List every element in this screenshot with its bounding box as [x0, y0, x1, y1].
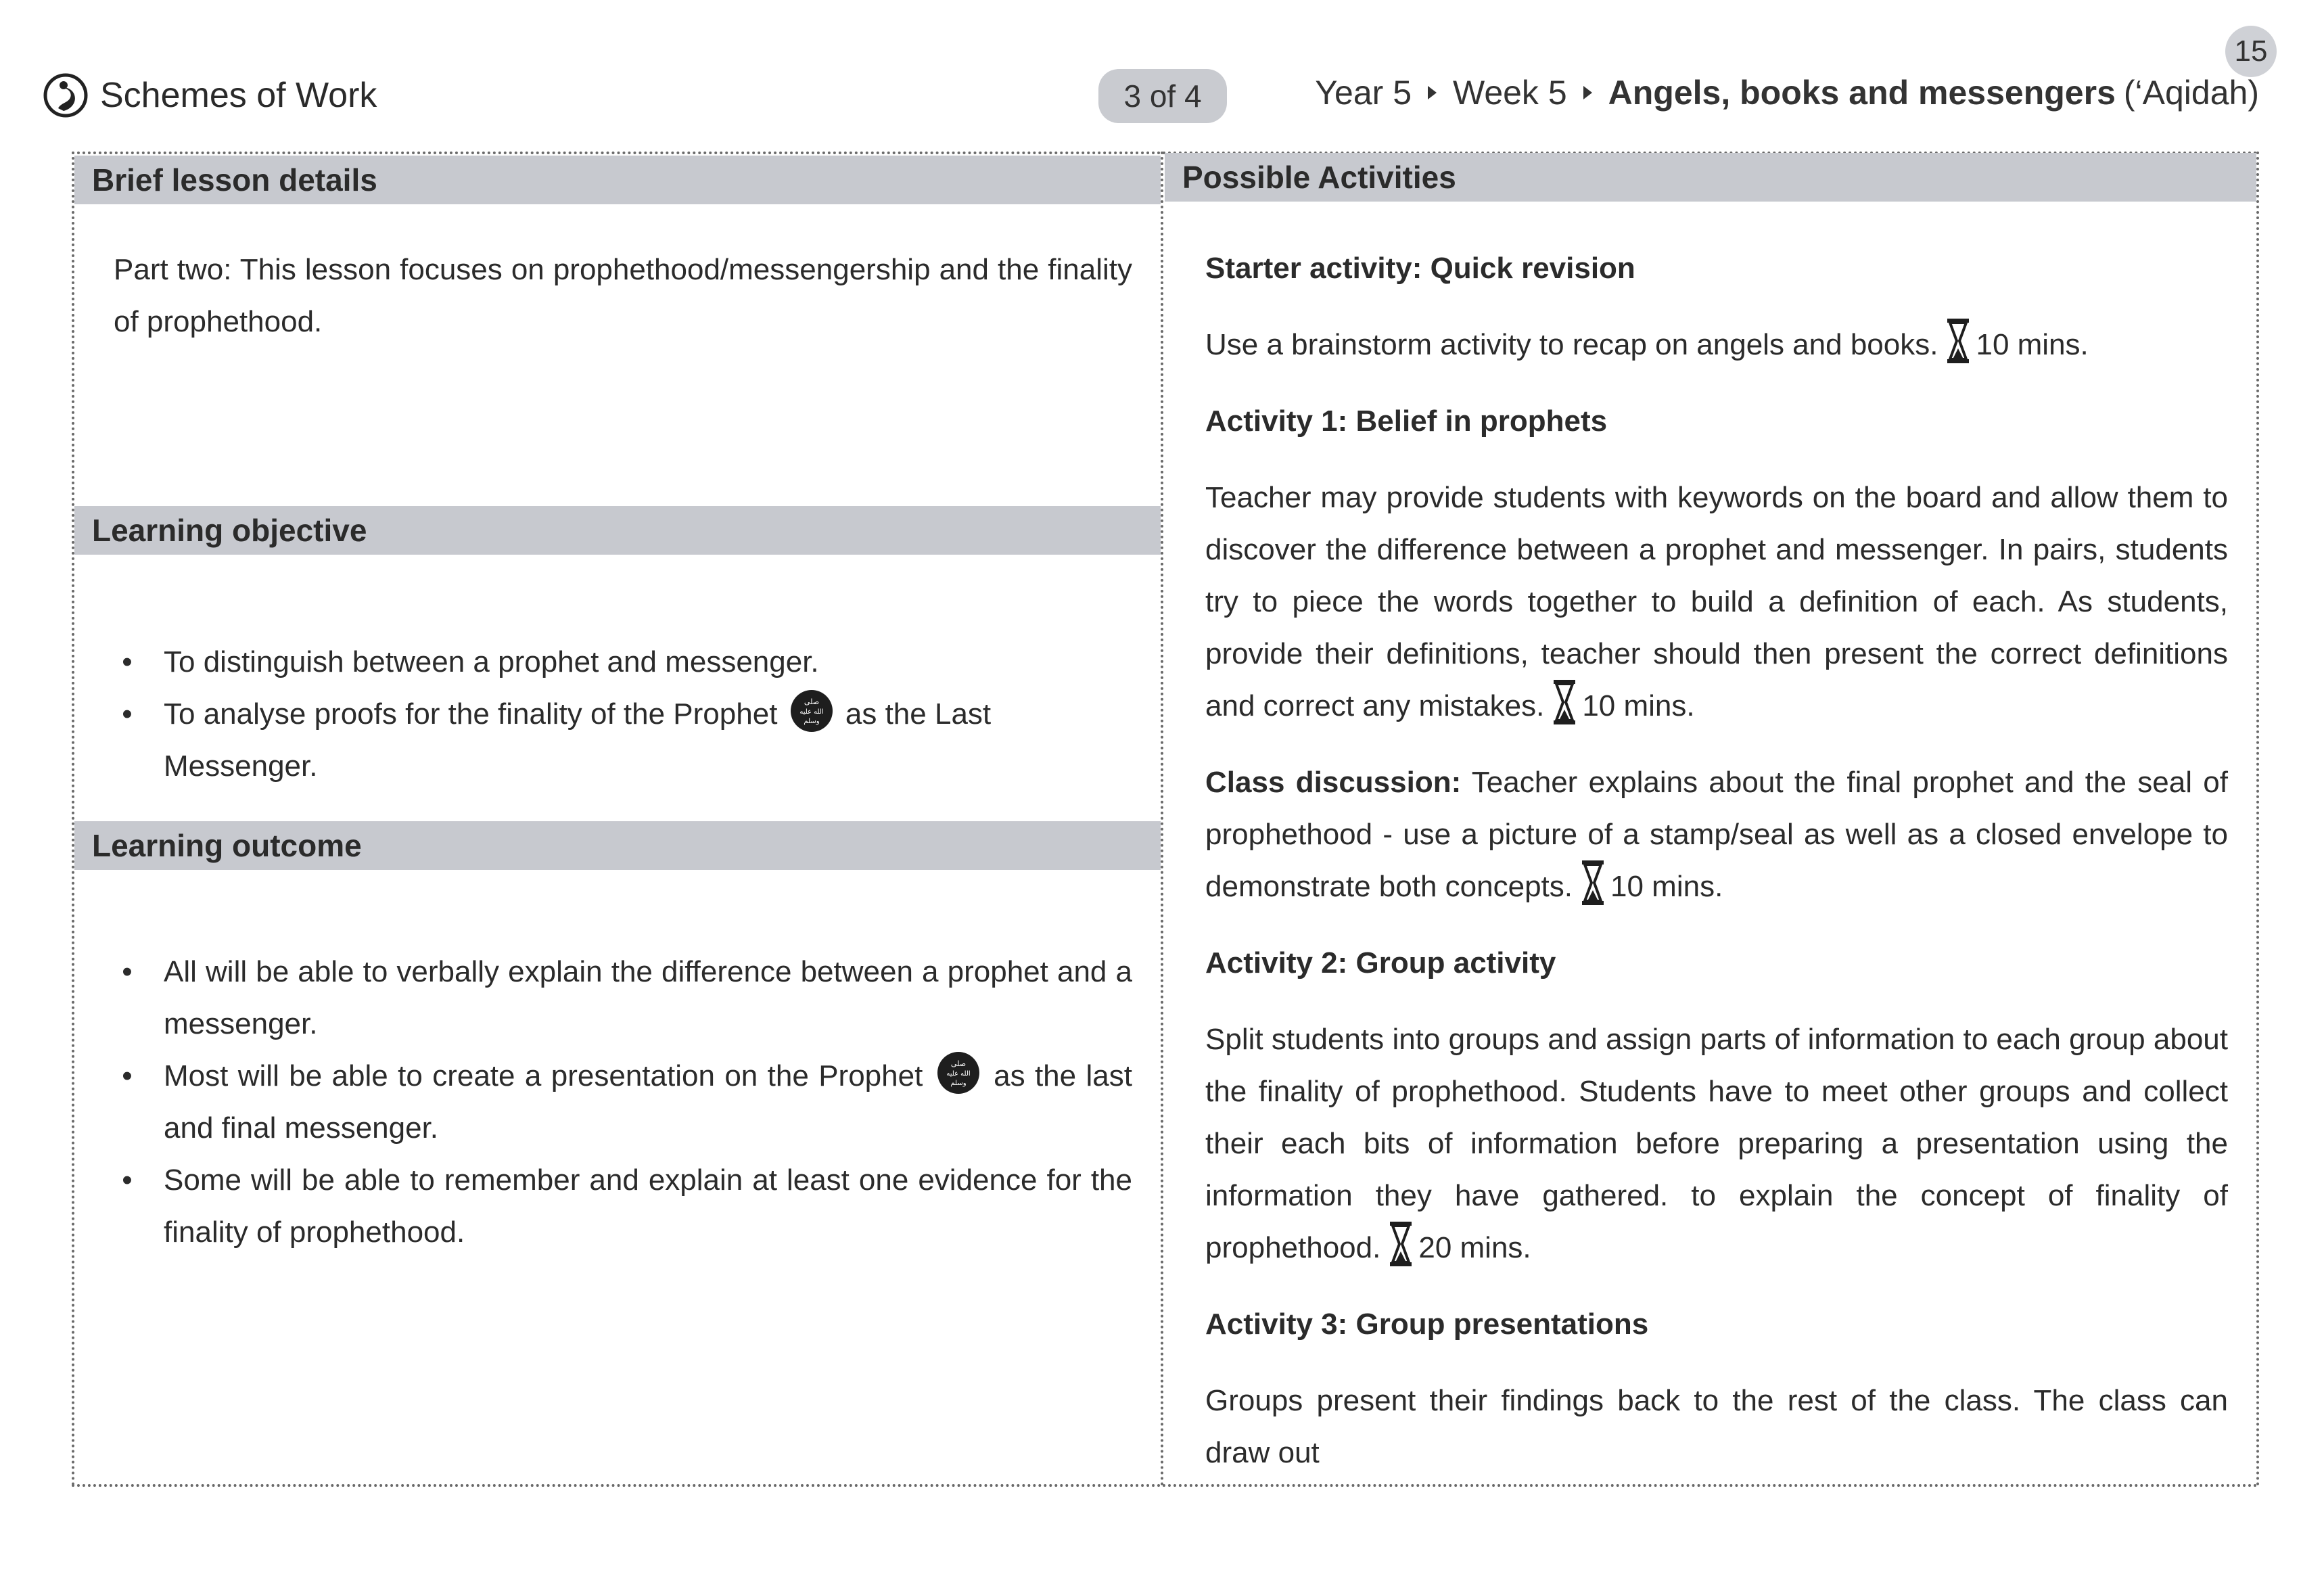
svg-text:صلى: صلى	[950, 1059, 966, 1069]
bullet: •	[122, 1163, 133, 1197]
hourglass-icon	[1945, 317, 1972, 365]
learning-objective-heading: Learning objective	[74, 506, 1161, 555]
starter-text: Use a brainstorm activity to recap on angels and books.	[1205, 328, 1938, 361]
breadcrumb-subject: (‘Aqidah)	[2123, 74, 2259, 112]
schemes-logo-icon	[43, 73, 88, 118]
pbuh-calligraphy-icon	[937, 1051, 980, 1094]
list-item	[114, 1154, 1132, 1258]
brand-header	[43, 73, 377, 118]
brief-lesson-text: Part two: This lesson focuses on prophethood/messengership and the finality of prophethood.	[114, 253, 1132, 338]
breadcrumb-week: Week 5	[1453, 74, 1567, 112]
starter-time: 10 mins.	[1976, 328, 2089, 361]
outcome-text: Most will be able to create a presentation on the Prophet	[164, 1059, 923, 1092]
breadcrumb-arrow-icon	[1428, 86, 1437, 99]
svg-text:الله عليه: الله عليه	[946, 1070, 971, 1078]
breadcrumb-topic: Angels, books and messengers	[1608, 74, 2116, 112]
hourglass-icon	[1387, 1220, 1414, 1268]
list-item	[114, 946, 1132, 1050]
objective-text-tail: as the Last Messenger.	[164, 697, 992, 783]
discussion-time: 10 mins.	[1610, 870, 1723, 903]
learning-outcome-heading: Learning outcome	[74, 821, 1161, 870]
column-divider	[1161, 152, 1163, 1487]
svg-text:وسلم: وسلم	[950, 1080, 967, 1088]
starter-paragraph	[1205, 319, 2228, 371]
activity1-time: 10 mins.	[1582, 689, 1695, 722]
objective-text: To analyse proofs for the finality of the Prophet	[164, 697, 778, 731]
hourglass-icon	[1579, 859, 1606, 906]
breadcrumb-arrow-icon	[1583, 86, 1592, 99]
activity1-text: Teacher may provide students with keywords on the board and allow them to discover the difference between a prophet and messenger. In pairs, students try to piece the words together to build a definition of each. As students, provide their definitions, teacher should then present the correct definitions and correct any mistakes.	[1205, 481, 2228, 722]
breadcrumb	[1315, 73, 2259, 112]
brand-title: Schemes of Work	[100, 76, 377, 115]
starter-heading: Starter activity: Quick revision	[1205, 252, 1635, 285]
activities-body	[1205, 242, 2228, 1479]
page-indicator: 3 of 4	[1098, 69, 1227, 123]
activity2-text: Split students into groups and assign parts of information to each group about the finality of prophethood. Students have to meet other groups and collect their each bits of information before preparing a presentation using the information they have gathered. to explain the concept of finality of prophethood.	[1205, 1023, 2228, 1264]
list-item	[114, 1050, 1132, 1154]
outcome-text-tail: as the last and final messenger.	[164, 1059, 1132, 1145]
pbuh-calligraphy-icon	[790, 689, 833, 733]
discussion-text: Teacher explains about the final prophet and the seal of prophethood - use a picture of a stamp/seal as well as a closed envelope to demonstrate both concepts.	[1205, 766, 2228, 903]
activity2-time: 20 mins.	[1418, 1231, 1531, 1264]
list-item	[114, 688, 1142, 792]
svg-text:صلى: صلى	[804, 697, 819, 707]
learning-objective-list	[114, 636, 1142, 792]
outcome-text: Some will be able to remember and explain at least one evidence for the finality of prophethood.	[164, 1163, 1132, 1249]
activity2-heading: Activity 2: Group activity	[1205, 946, 1556, 979]
learning-outcome-list	[114, 946, 1132, 1258]
bullet: •	[122, 645, 133, 678]
bullet: •	[122, 955, 133, 988]
breadcrumb-year: Year 5	[1315, 74, 1412, 112]
activity3-heading: Activity 3: Group presentations	[1205, 1308, 1649, 1341]
list-item	[114, 636, 1142, 688]
activity3-text: Groups present their findings back to the rest of the class. The class can draw out	[1205, 1384, 2228, 1469]
hourglass-icon	[1551, 678, 1578, 726]
discussion-label: Class discussion:	[1205, 766, 1462, 799]
svg-text:الله عليه: الله عليه	[799, 708, 824, 716]
svg-text:وسلم: وسلم	[804, 718, 820, 726]
activity1-heading: Activity 1: Belief in prophets	[1205, 405, 1608, 438]
brief-lesson-heading: Brief lesson details	[74, 156, 1161, 204]
discussion-paragraph	[1205, 756, 2228, 913]
possible-activities-heading: Possible Activities	[1165, 153, 2256, 202]
outcome-text: All will be able to verbally explain the difference between a prophet and a messenger.	[164, 955, 1132, 1040]
bullet: •	[122, 1059, 133, 1092]
activity1-paragraph	[1205, 471, 2228, 732]
objective-text: To distinguish between a prophet and messenger.	[164, 645, 819, 678]
bullet: •	[122, 697, 133, 731]
activity2-paragraph	[1205, 1013, 2228, 1274]
page-number: 15	[2225, 26, 2277, 77]
